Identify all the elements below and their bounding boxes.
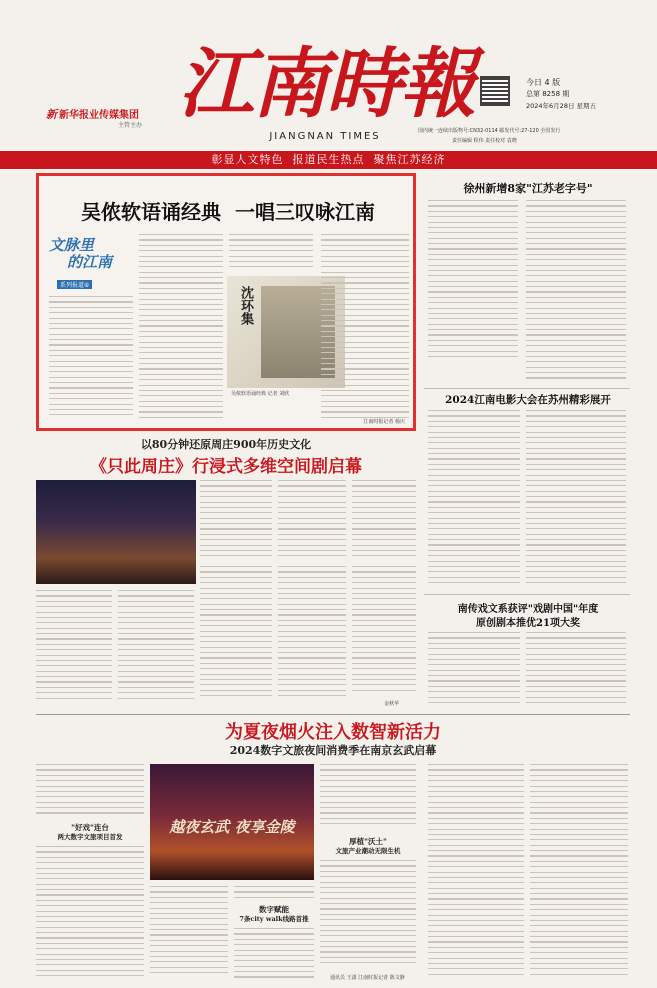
- photo-caption: 吴侬软语诵经典 记者 刘欣: [231, 391, 290, 397]
- qr-code: [480, 76, 510, 106]
- bottom-text-col4: [320, 764, 416, 832]
- feature-title: 吴侬软语诵经典 一唱三叹咏江南: [81, 200, 375, 224]
- article2-byline: 金秋苹: [384, 701, 400, 707]
- feature-text-col2: [139, 234, 223, 422]
- right-item3-text-a: [428, 632, 520, 708]
- bottom-text-col2: [150, 886, 228, 982]
- column-series: 系列报道⑥: [57, 280, 92, 289]
- right-item1-text-b: [526, 200, 626, 382]
- slogan-text: 彰显人文特色 报道民生热点 聚焦江苏经济: [211, 153, 446, 166]
- feature-text-col4: [321, 234, 409, 422]
- editor-info: 责任编辑 程伟 责任校对 袁晓: [452, 138, 517, 144]
- article2-text-col2: [278, 480, 346, 560]
- right-item2-text-b: [526, 410, 626, 586]
- article2-text-col3b: [200, 566, 272, 706]
- column-name-2: 的江南: [67, 253, 113, 271]
- divider: [424, 388, 630, 389]
- publication-info: 国内统一连续出版物号:CN32-0114 邮发代号:27-120 全国发行: [418, 128, 561, 134]
- right-item3-text-b: [526, 632, 626, 708]
- night-festival-photo: [150, 764, 314, 880]
- right-item3-title-1: 南传戏文系获评"戏剧中国"年度: [457, 604, 599, 615]
- bottom-section1-title: "好戏"连台: [71, 823, 109, 832]
- bottom-section2-sub: 7条city walk线路首推: [239, 915, 309, 923]
- article2-headline: 《只此周庄》行浸式多维空间剧启幕: [90, 457, 362, 477]
- bottom-text-col1b: [36, 846, 144, 982]
- feature-text-col1: [49, 296, 133, 422]
- edition-info: 今日 4 版: [526, 78, 561, 87]
- feature-byline: 江南时报记者 杨庆: [363, 419, 405, 425]
- column-logo: [49, 234, 135, 292]
- bottom-section3-sub: 文旅产业潮动无限生机: [335, 847, 401, 855]
- article2-subhead: 以80分钟还原周庄900年历史文化: [140, 438, 312, 451]
- book-title: 沈环集: [238, 286, 253, 325]
- right-item2-text-a: [428, 410, 520, 586]
- bottom-text-col5: [428, 764, 524, 982]
- divider: [36, 714, 630, 715]
- bottom-byline: 通讯员 王潇 江南时报记者 陈文静: [330, 975, 405, 981]
- column-name-1: 文脉里: [49, 236, 95, 254]
- bottom-text-col3a: [234, 886, 314, 900]
- divider: [424, 594, 630, 595]
- masthead-title: 江南時報: [178, 39, 474, 128]
- slogan-bar: [0, 151, 657, 169]
- bottom-section2-title: 数字赋能: [259, 905, 289, 914]
- masthead-pinyin: JIANGNAN TIMES: [269, 131, 381, 142]
- feature-text-col3: [229, 234, 313, 272]
- group-logo: [46, 104, 156, 130]
- bottom-section3-title: 厚植"沃土": [349, 837, 387, 846]
- bottom-subhead: 2024数字文旅夜间消费季在南京玄武启幕: [229, 744, 437, 757]
- article2-text-col2b: [118, 590, 194, 706]
- article2-text-col1b: [36, 590, 112, 706]
- bottom-text-col4b: [320, 860, 416, 972]
- right-item3-title-2: 原创剧本推优21项大奖: [476, 618, 580, 629]
- feature-box: [36, 173, 416, 431]
- article2-text-col3: [352, 480, 416, 560]
- article2-text-col1: [200, 480, 272, 560]
- right-item1-text-a: [428, 200, 518, 360]
- group-name: 新华报业传媒集团: [59, 110, 139, 121]
- group-logo-icon: 新: [46, 108, 57, 121]
- article2-text-col4b: [278, 566, 346, 706]
- group-sub: 主管主办: [118, 122, 143, 129]
- bottom-section1-sub: 两大数字文旅项目首发: [57, 833, 123, 841]
- bottom-text-col6: [530, 764, 628, 982]
- bottom-headline: 为夏夜烟火注入数智新活力: [225, 722, 441, 743]
- photo-banner-text: 越夜玄武 夜享金陵: [169, 818, 295, 836]
- issue-date: 2024年6月28日 星期五: [526, 102, 597, 110]
- bottom-text-col3b: [234, 928, 314, 982]
- issue-number: 总第 8258 期: [526, 90, 570, 98]
- right-item2-title: 2024江南电影大会在苏州精彩展开: [445, 394, 611, 406]
- stage-photo: [36, 480, 196, 584]
- bottom-text-col1: [36, 764, 144, 818]
- right-item1-title: 徐州新增8家"江苏老字号": [463, 182, 593, 195]
- article2-text-col5b: [352, 566, 416, 698]
